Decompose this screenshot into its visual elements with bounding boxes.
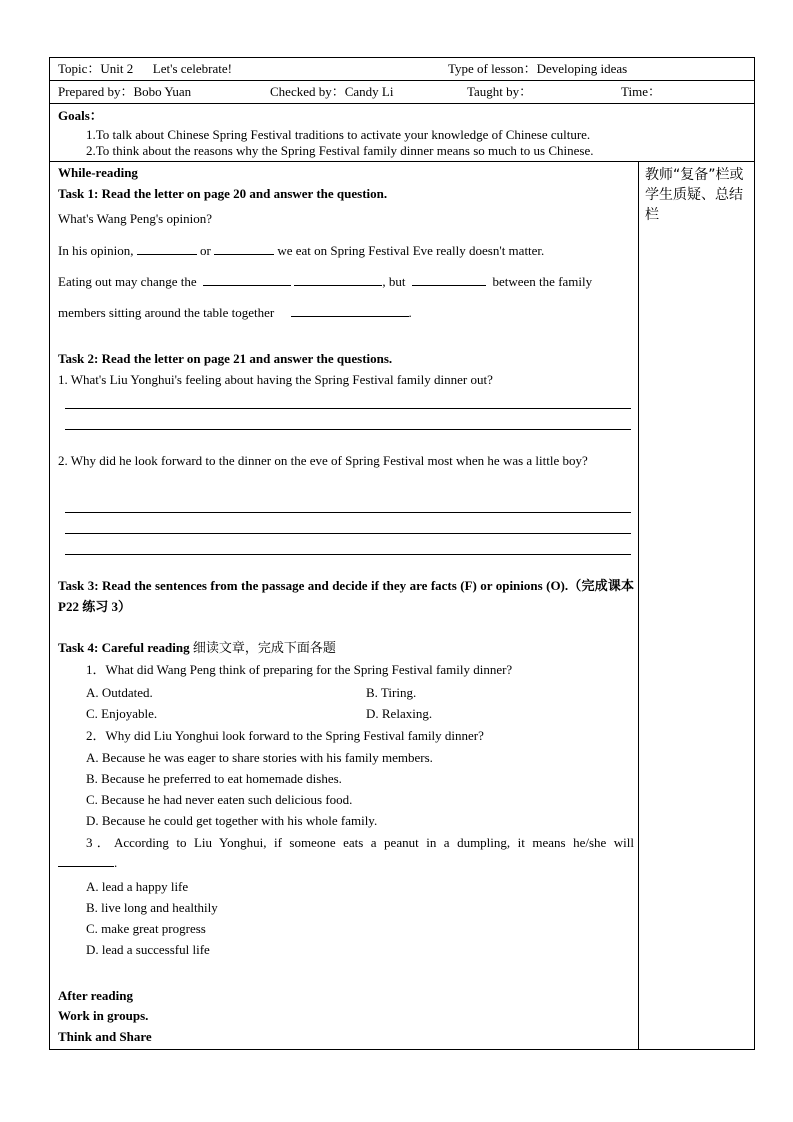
q2-option-c: C. Because he had never eaten such delicious food. — [86, 792, 353, 807]
after-reading-line-3: Think and Share — [58, 1029, 152, 1044]
task2-question-1: 1. What's Liu Yonghui's feeling about having the Spring Festival family dinner out? — [58, 372, 493, 387]
q1-option-d: D. Relaxing. — [366, 706, 433, 721]
task3-title: Task 3: Read the sentences from the passage and decide if they are facts (F) or opinions (O).（完成课本 P22 练习 3） — [58, 578, 634, 614]
answer-line[interactable] — [65, 554, 631, 555]
lesson-type-text: Type of lesson：Developing ideas — [448, 61, 628, 76]
q2-option-a: A. Because he was eager to share stories with his family members. — [86, 750, 433, 765]
goal-item-2: 2.To think about the reasons why the Spring Festival family dinner means so much to us Chinese. — [86, 143, 594, 158]
after-reading-heading: After reading — [58, 988, 133, 1003]
side-note-cell — [638, 161, 755, 1050]
task1-sentence-1: In his opinion, or we eat on Spring Festival Eve really doesn't matter. — [58, 243, 545, 258]
task1-question: What's Wang Peng's opinion? — [58, 211, 212, 226]
task4-question-2: 2．Why did Liu Yonghui look forward to the Spring Festival family dinner? — [86, 728, 484, 743]
q1-option-b: B. Tiring. — [366, 685, 417, 700]
task4-question-3: 3．According to Liu Yonghui, if someone eats a peanut in a dumpling, it means he/she will — [86, 835, 634, 850]
blank[interactable] — [412, 273, 486, 286]
topic-row — [49, 57, 755, 81]
blank[interactable] — [291, 304, 409, 317]
task1-title: Task 1: Read the letter on page 20 and answer the question. — [58, 186, 388, 201]
q3-option-a: A. lead a happy life — [86, 879, 189, 894]
q2-option-b: B. Because he preferred to eat homemade dishes. — [86, 771, 342, 786]
prepared-by-text: Prepared by：Bobo Yuan — [58, 84, 192, 99]
task2-title: Task 2: Read the letter on page 21 and answer the questions. — [58, 351, 393, 366]
q3-option-c: C. make great progress — [86, 921, 206, 936]
answer-line[interactable] — [65, 408, 631, 409]
side-note-text: 教师“复备”栏或学生质疑、总结栏 — [645, 167, 744, 223]
blank[interactable] — [58, 854, 114, 867]
staff-row — [49, 80, 755, 104]
goal-item-1: 1.To talk about Chinese Spring Festival traditions to activate your knowledge of Chinese culture. — [86, 127, 591, 142]
q3-option-b: B. live long and healthily — [86, 900, 218, 915]
goals-label: Goals： — [58, 108, 103, 123]
task4-title: Task 4: Careful reading 细读文章，完成下面各题 — [58, 640, 336, 656]
checked-by-text: Checked by：Candy Li — [270, 84, 394, 99]
blank[interactable] — [137, 242, 197, 255]
answer-line[interactable] — [65, 429, 631, 430]
taught-by-text: Taught by： — [467, 84, 533, 99]
main-content-cell — [49, 161, 639, 1050]
while-reading-heading: While-reading — [58, 165, 138, 180]
task1-sentence-2: Eating out may change the , but between the family — [58, 274, 593, 289]
after-reading-line-2: Work in groups. — [58, 1008, 149, 1023]
blank[interactable] — [214, 242, 274, 255]
task2-question-2: 2. Why did he look forward to the dinner on the eve of Spring Festival most when he was a little boy? — [58, 453, 588, 468]
q1-option-c: C. Enjoyable. — [86, 706, 158, 721]
time-text: Time： — [621, 84, 661, 99]
answer-line[interactable] — [65, 512, 631, 513]
topic-text: Topic：Unit 2 Let's celebrate! — [58, 61, 232, 76]
q3-option-d: D. lead a successful life — [86, 942, 210, 957]
answer-line[interactable] — [65, 533, 631, 534]
q2-option-d: D. Because he could get together with his whole family. — [86, 813, 378, 828]
q1-option-a: A. Outdated. — [86, 685, 153, 700]
task4-question-1: 1．What did Wang Peng think of preparing for the Spring Festival family dinner? — [86, 662, 513, 677]
blank[interactable] — [203, 273, 291, 286]
q3-blank-line: . — [58, 854, 117, 871]
task1-sentence-3: members sitting around the table together . — [58, 305, 412, 320]
goals-row — [49, 103, 755, 162]
blank[interactable] — [294, 273, 382, 286]
